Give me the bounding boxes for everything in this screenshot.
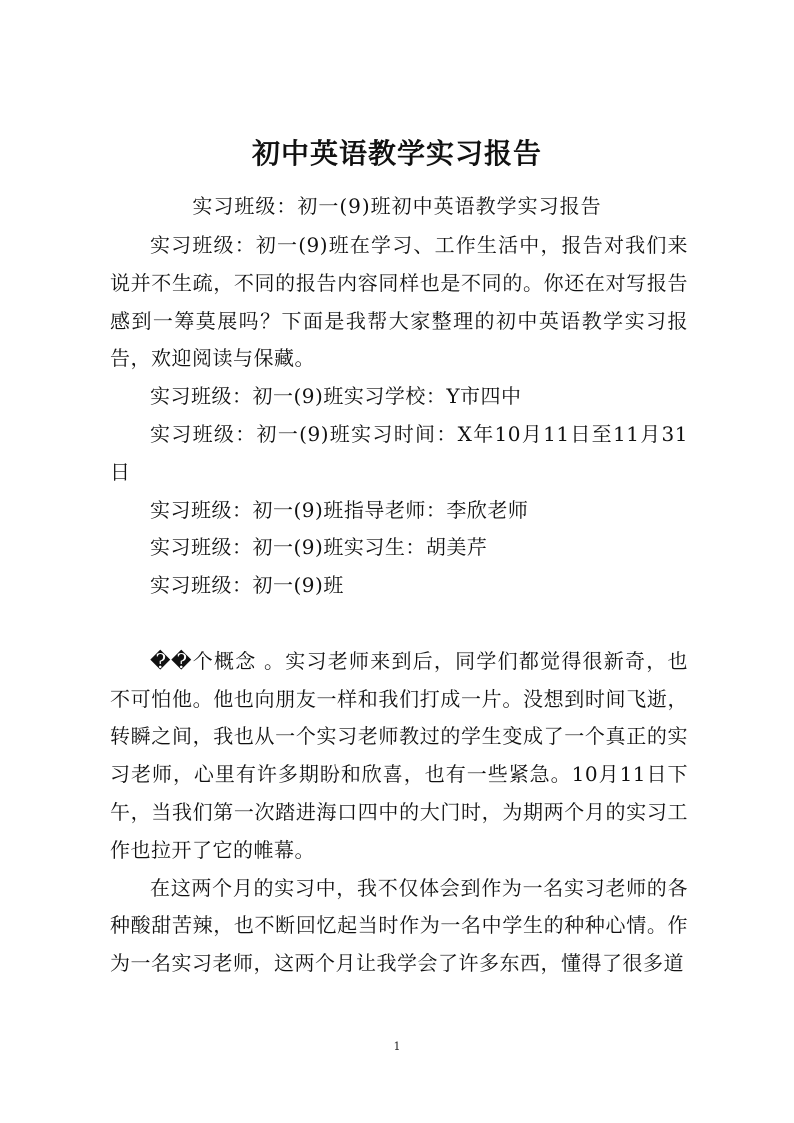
document-body (110, 227, 688, 983)
paragraph-class: 实习班级：初一(9)班 (150, 573, 344, 598)
paragraph-experience: ��个概念 。实习老师来到后，同学们都觉得很新奇，也不可怕他。他也向朋友一样和我们打成一片。没想到时间飞逝，转瞬之间，我也从一个实习老师教过的学生变成了一个真正的实习老师，心里有许多期盼和欣喜，也有一些紧急。10月11日下午，当我们第一次踏进海口四中的大门时，为期两个月的实习工作也拉开了它的帷幕。 (110, 648, 688, 862)
paragraph-reflection: 在这两个月的实习中，我不仅体会到作为一名实习老师的各种酸甜苦辣，也不断回忆起当时作为一名中学生的种种心情。作为一名实习老师，这两个月让我学会了许多东西，懂得了很多道 (110, 875, 688, 976)
paragraph-time: 实习班级：初一(9)班实习时间：X年10月11日至11月31日 (110, 421, 688, 484)
paragraph-intro: 实习班级：初一(9)班在学习、工作生活中，报告对我们来说并不生疏，不同的报告内容同样也是不同的。你还在对写报告感到一筹莫展吗？下面是我帮大家整理的初中英语教学实习报告，欢迎阅读与保藏。 (110, 233, 688, 371)
document-subtitle: 实习班级：初一(9)班初中英语教学实习报告 (192, 194, 602, 218)
paragraph-spacer (110, 605, 688, 643)
paragraph-supervisor: 实习班级：初一(9)班指导老师：李欣老师 (150, 497, 529, 522)
paragraph-school: 实习班级：初一(9)班实习学校：Y市四中 (150, 384, 522, 409)
paragraph-intern: 实习班级：初一(9)班实习生：胡美芹 (150, 535, 488, 560)
document-title: 初中英语教学实习报告 (251, 137, 542, 170)
page-number: 1 (393, 1040, 401, 1053)
